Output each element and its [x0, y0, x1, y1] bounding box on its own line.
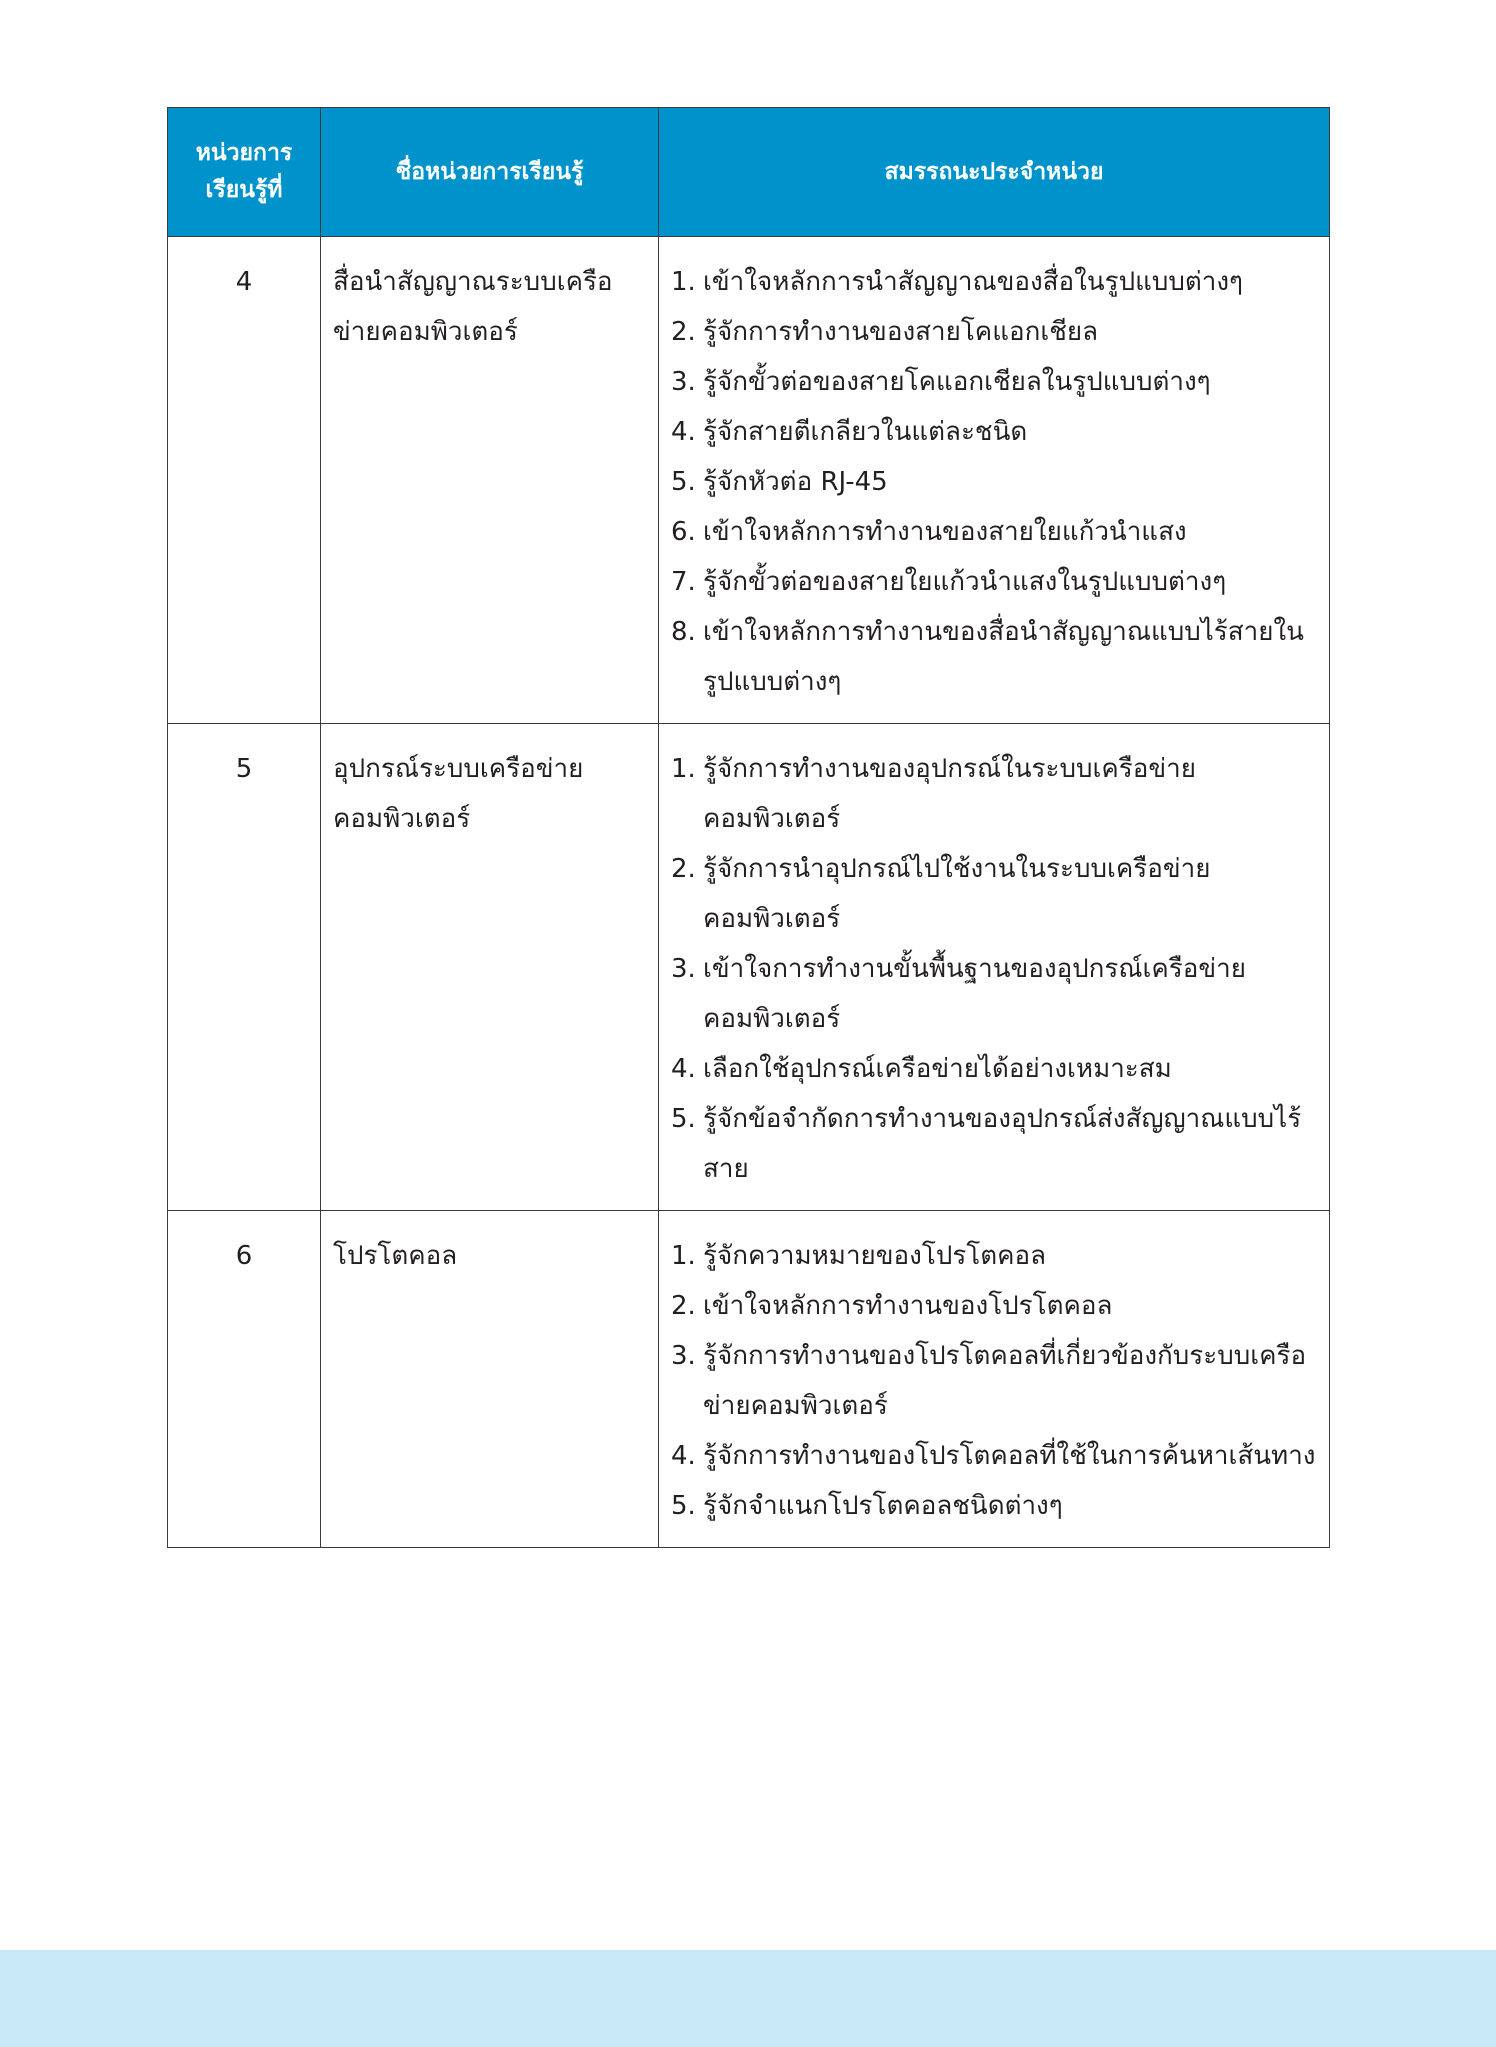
competency-item-number: 4. — [671, 1441, 696, 1471]
table-header-row — [168, 108, 1330, 237]
table-row — [168, 1211, 1330, 1548]
competency-item — [671, 1431, 1317, 1481]
competency-item-number: 6. — [671, 517, 696, 547]
competency-list — [671, 1231, 1317, 1531]
competency-item-text: รู้จักการทำงานของโปรโตคอลที่เกี่ยวข้องกับระบบเครือข่ายคอมพิวเตอร์ — [703, 1341, 1307, 1421]
competency-item-text: เข้าใจการทำงานขั้นพื้นฐานของอุปกรณ์เครือข่ายคอมพิวเตอร์ — [703, 954, 1246, 1034]
unit-number: 6 — [168, 1211, 321, 1548]
competency-item — [671, 1044, 1317, 1094]
competency-item-text: รู้จักความหมายของโปรโตคอล — [703, 1241, 1047, 1271]
competency-item-number: 3. — [671, 1341, 696, 1371]
competency-item-number: 7. — [671, 567, 696, 597]
competency-list — [671, 744, 1317, 1194]
competency-item-number: 1. — [671, 754, 696, 784]
competency-item — [671, 1331, 1317, 1431]
unit-number: 4 — [168, 237, 321, 724]
header-competency: สมรรถนะประจำหน่วย — [659, 108, 1330, 237]
competency-item-number: 3. — [671, 367, 696, 397]
competency-item-text: เข้าใจหลักการทำงานของสื่อนำสัญญาณแบบไร้สายในรูปแบบต่างๆ — [703, 617, 1304, 697]
competency-item-text: เข้าใจหลักการนำสัญญาณของสื่อในรูปแบบต่างๆ — [703, 267, 1243, 297]
competency-item — [671, 1481, 1317, 1531]
competency-item-text: เข้าใจหลักการทำงานของโปรโตคอล — [703, 1291, 1113, 1321]
competency-item-number: 1. — [671, 267, 696, 297]
unit-number: 5 — [168, 724, 321, 1211]
competency-list — [671, 257, 1317, 707]
competency-item — [671, 1094, 1317, 1194]
competency-item-number: 3. — [671, 954, 696, 984]
competency-item — [671, 407, 1317, 457]
competency-item — [671, 557, 1317, 607]
competency-item-text: รู้จักจำแนกโปรโตคอลชนิดต่างๆ — [703, 1491, 1063, 1521]
competency-item-number: 1. — [671, 1241, 696, 1271]
competency-item-text: รู้จักการทำงานของโปรโตคอลที่ใช้ในการค้นหาเส้นทาง — [703, 1441, 1316, 1471]
unit-name: โปรโตคอล — [321, 1211, 659, 1548]
competency-item-number: 5. — [671, 1104, 696, 1134]
competency-item-number: 8. — [671, 617, 696, 647]
header-unit-no: หน่วยการเรียนรู้ที่ — [168, 108, 321, 237]
competency-item — [671, 357, 1317, 407]
footer-band — [0, 1950, 1496, 2047]
competency-item-text: รู้จักสายตีเกลียวในแต่ละชนิด — [703, 417, 1028, 447]
unit-name: อุปกรณ์ระบบเครือข่ายคอมพิวเตอร์ — [321, 724, 659, 1211]
competency-item — [671, 1231, 1317, 1281]
competency-item — [671, 307, 1317, 357]
competency-cell — [659, 237, 1330, 724]
header-unit-name: ชื่อหน่วยการเรียนรู้ — [321, 108, 659, 237]
competency-item-text: รู้จักการทำงานของอุปกรณ์ในระบบเครือข่ายคอมพิวเตอร์ — [703, 754, 1196, 834]
unit-name: สื่อนำสัญญาณระบบเครือข่ายคอมพิวเตอร์ — [321, 237, 659, 724]
competency-item-text: รู้จักหัวต่อ RJ-45 — [703, 467, 888, 497]
competency-item-text: รู้จักข้อจำกัดการทำงานของอุปกรณ์ส่งสัญญาณแบบไร้สาย — [703, 1104, 1302, 1184]
competency-item-number: 2. — [671, 1291, 696, 1321]
competency-item-text: เลือกใช้อุปกรณ์เครือข่ายได้อย่างเหมาะสม — [703, 1054, 1172, 1084]
competency-cell — [659, 1211, 1330, 1548]
competency-item-number: 4. — [671, 417, 696, 447]
table-body — [168, 237, 1330, 1548]
competency-item — [671, 744, 1317, 844]
table-row — [168, 724, 1330, 1211]
competency-item — [671, 257, 1317, 307]
competency-item — [671, 607, 1317, 707]
competency-item-text: รู้จักการนำอุปกรณ์ไปใช้งานในระบบเครือข่ายคอมพิวเตอร์ — [703, 854, 1211, 934]
competency-item — [671, 944, 1317, 1044]
competency-item — [671, 1281, 1317, 1331]
competency-item — [671, 457, 1317, 507]
table-row — [168, 237, 1330, 724]
competency-item — [671, 844, 1317, 944]
competency-item — [671, 507, 1317, 557]
competency-item-number: 2. — [671, 854, 696, 884]
competency-item-text: เข้าใจหลักการทำงานของสายใยแก้วนำแสง — [703, 517, 1187, 547]
competency-item-text: รู้จักขั้วต่อของสายโคแอกเชียลในรูปแบบต่างๆ — [703, 367, 1211, 397]
competency-item-number: 4. — [671, 1054, 696, 1084]
competency-item-text: รู้จักขั้วต่อของสายใยแก้วนำแสงในรูปแบบต่างๆ — [703, 567, 1227, 597]
competency-cell — [659, 724, 1330, 1211]
competency-item-number: 2. — [671, 317, 696, 347]
competency-item-number: 5. — [671, 1491, 696, 1521]
competency-item-text: รู้จักการทำงานของสายโคแอกเชียล — [703, 317, 1099, 347]
competency-item-number: 5. — [671, 467, 696, 497]
curriculum-table — [167, 107, 1330, 1548]
